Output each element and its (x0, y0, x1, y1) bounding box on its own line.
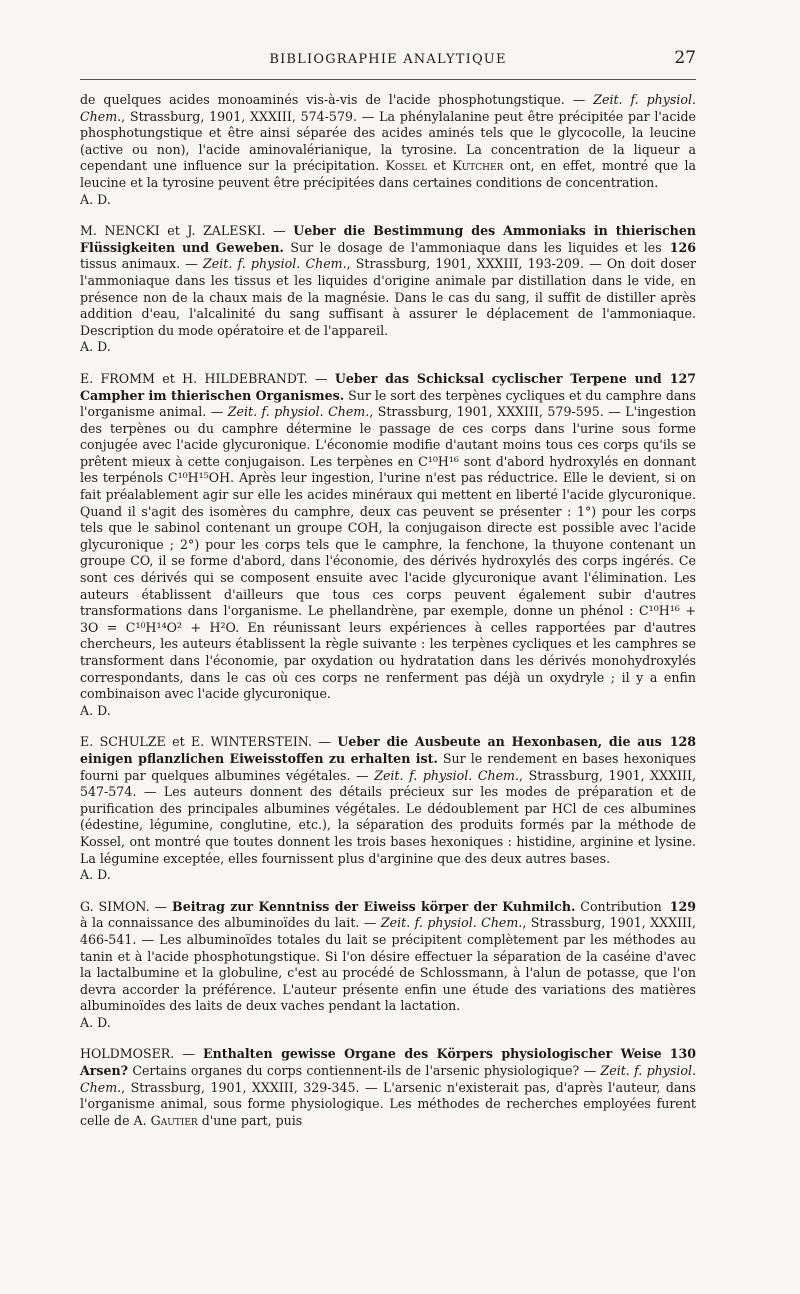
entry-paragraph: 127 E. FROMM et H. HILDEBRANDT. — Ueber das Schicksal cyclischer Terpene und Campher im thierischen Organismes. Sur le sort des terpènes cycliques et du camphre dans l'organisme animal. — Zeit. f. physiol. Chem., Strassburg, 1901, XXXIII, 579-595. — L'ingestion des terpènes ou du camphre détermine le passage de ces corps dans l'urine sous forme conjugée avec l'acide glycuronique. L'économie modifie d'autant moins tous ces corps qu'ils se prêtent mieux à cette conjugaison. Les terpènes en C¹⁰H¹⁶ sont d'abord hydroxylés en donnant les terpénols C¹⁰H¹⁵OH. Après leur ingestion, l'urine n'est pas réductrice. Elle le devient, si on fait préalablement agir sur elle les acides minéraux qui mettent en liberté l'acide glycuronique. Quand il s'agit des isomères du camphre, deux cas peuvent se présenter : 1°) pour les corps tels que le sabinol contenant un groupe COH, la conjugaison directe est possible avec l'acide glycuronique ; 2°) pour les corps tels que le camphre, la fenchone, la thuyone contenant un groupe CO, il se forme d'abord, dans l'économie, des dérivés hydroxylés des corps ingérés. Ce sont ces dérivés qui se composent ensuite avec l'acide glycuronique avant l'élimination. Les auteurs établissent d'ailleurs que tous ces corps peuvent également subir d'autres transformations dans l'organisme. Le phellandrène, par exemple, donne un phénol : C¹⁰H¹⁶ + 3O = C¹⁰H¹⁴O² + H²O. En réunissant leurs expériences à celles rapportées par d'autres chercheurs, les auteurs établissent la règle suivante : les terpènes cycliques et les camphres se transforment dans l'économie, par oxydation ou hydratation dans les dérivés monohydroxylés correspondants, dans le cas où ces corps ne renferment pas déjà un oxydryle ; il y a enfin combinaison avec l'acide glycuronique. (80, 370, 697, 702)
entry-signature: A. D. (80, 191, 111, 207)
entry-signature: A. D. (80, 1014, 111, 1030)
author-name: Gautier (150, 1112, 198, 1128)
author-name: Kutcher (452, 158, 504, 174)
entry-title: Ueber die Bestimmung des Ammoniaks in thierischen Flüssigkeiten und Geweben. (80, 223, 697, 255)
entry-title: Ueber die Ausbeute an Hexonbasen, die aus einigen pflanzlichen Eiweisstoffen zu erhalten ist. (80, 734, 662, 766)
entry-authors: E. FROMM et H. HILDEBRANDT. — (80, 370, 335, 386)
entry-signature: A. D. (80, 867, 111, 883)
journal-title: Zeit. f. physiol. Chem. (203, 256, 347, 272)
entry-title: Beitrag zur Kenntniss der Eiweiss körper der Kuhmilch. (172, 898, 576, 914)
body-text (80, 92, 696, 1129)
entry-signature: A. D. (80, 702, 111, 718)
header-rule (80, 79, 696, 80)
entry-authors: HOLDMOSER. — (80, 1046, 203, 1062)
entry-number: 127 (669, 370, 696, 386)
running-title: BIBLIOGRAPHIE ANALYTIQUE (269, 52, 507, 67)
journal-title: Zeit. f. physiol. Chem. (380, 915, 523, 931)
bibliography-entry (80, 1046, 696, 1129)
entry-title: Enthalten gewisse Organe des Körpers physiologischer Weise Arsen? (80, 1046, 662, 1079)
entry-authors: M. NENCKI et J. ZALESKI. — (80, 223, 294, 239)
journal-title: Zeit. f. physiol. Chem. (227, 404, 370, 420)
running-head (80, 48, 696, 70)
bibliography-entry (80, 899, 696, 1032)
bibliography-entry (80, 371, 696, 719)
entry-authors: G. SIMON. — (80, 898, 173, 914)
entry-paragraph: M. NENCKI et J. ZALESKI. — Ueber die Bestimmung des Ammoniaks in thierischen Flüssigkeiten und Geweben. 126 Sur le dosage de l'ammoniaque dans les liquides et les tissus animaux. — Zeit. f. physiol. Chem., Strassburg, 1901, XXXIII, 193-209. — On doit doser l'ammoniaque dans les tissus et les liquides d'origine animale par distillation dans le vide, en présence non de la chaux mais de la magnésie. Dans le cas du sang, il suffit de distiller après addition d'eau, l'alcalinité du sang suffisant à assurer le déplacement de l'ammoniaque. Description du mode opératoire et de l'appareil. (80, 223, 697, 338)
journal-title: Zeit. f. physiol. Chem. (80, 92, 696, 124)
bibliography-entry (80, 734, 696, 883)
journal-title: Zeit. f. physiol. Chem. (374, 767, 519, 783)
continuation-entry (80, 92, 696, 208)
entry-number: 129 (669, 898, 696, 914)
entry-paragraph: 129 G. SIMON. — Beitrag zur Kenntniss der Eiweiss körper der Kuhmilch. Contribution à la connaissance des albuminoïdes du lait. — Zeit. f. physiol. Chem., Strassburg, 1901, XXXIII, 466-541. — Les albuminoïdes totales du lait se précipitent complètement par les méthodes au tanin et à l'acide phosphotungstique. Si l'on désire effectuer la séparation de la caséine d'avec la lactalbumine et la globuline, c'est au procédé de Schlossmann, à l'alun de potasse, que l'on devra accorder la préférence. L'auteur présente enfin une étude des variations des matières albuminoïdes des laits de deux vaches pendant la lactation. (80, 898, 697, 1014)
entry-paragraph: 130 HOLDMOSER. — Enthalten gewisse Organe des Körpers physiologischer Weise Arsen? Certains organes du corps contiennent-ils de l'arsenic physiologique? — Zeit. f. physiol. Chem., Strassburg, 1901, XXXIII, 329-345. — L'arsenic n'existerait pas, d'après l'auteur, dans l'organisme animal, sous forme physiologique. Les méthodes de recherches employées furent celle de A. Gautier d'une part, puis (80, 1046, 696, 1128)
journal-title: Zeit. f. physiol. Chem. (80, 1063, 696, 1095)
entry-number: 126 (669, 239, 696, 255)
page-number: 27 (674, 48, 696, 68)
bibliography-entry (80, 223, 696, 356)
entry-title: Ueber das Schicksal cyclischer Terpene und Campher im thierischen Organismes. (80, 370, 662, 403)
continuation-paragraph: de quelques acides monoaminés vis-à-vis de l'acide phosphotungstique. — Zeit. f. physiol. Chem., Strassburg, 1901, XXXIII, 574-579. — La phénylalanine peut être précipitée par l'acide phosphotungstique et être ainsi séparée des acides aminés tels que le glycocolle, la leucine (active ou non), l'acide aminovalérianique, la tyrosine. La concentration de la liqueur a cependant une influence sur la précipitation. Kossel et Kutcher ont, en effet, montré que la leucine et la tyrosine peuvent être précipitées dans certaines conditions de concentration. (80, 92, 697, 190)
entry-signature: A. D. (80, 339, 111, 355)
entry-paragraph: 128 E. SCHULZE et E. WINTERSTEIN. — Ueber die Ausbeute an Hexonbasen, die aus einigen pflanzlichen Eiweisstoffen zu erhalten ist. Sur le rendement en bases hexoniques fourni par quelques albumines végétales. — Zeit. f. physiol. Chem., Strassburg, 1901, XXXIII, 547-574. — Les auteurs donnent des détails précieux sur les modes de préparation et de purification des principales albumines végétales. Le dédoublement par HCl de ces albumines (édestine, légumine, conglutine, etc.), la séparation des produits formés par la méthode de Kossel, ont montré que toutes donnent les trois bases hexoniques : histidine, arginine et lysine. La légumine exceptée, elles fournissent plus d'arginine que des deux autres bases. (80, 734, 696, 866)
entry-number: 130 (669, 1046, 696, 1062)
author-name: Kossel (385, 158, 428, 174)
entry-authors: E. SCHULZE et E. WINTERSTEIN. — (80, 734, 338, 750)
entry-number: 128 (669, 734, 696, 750)
